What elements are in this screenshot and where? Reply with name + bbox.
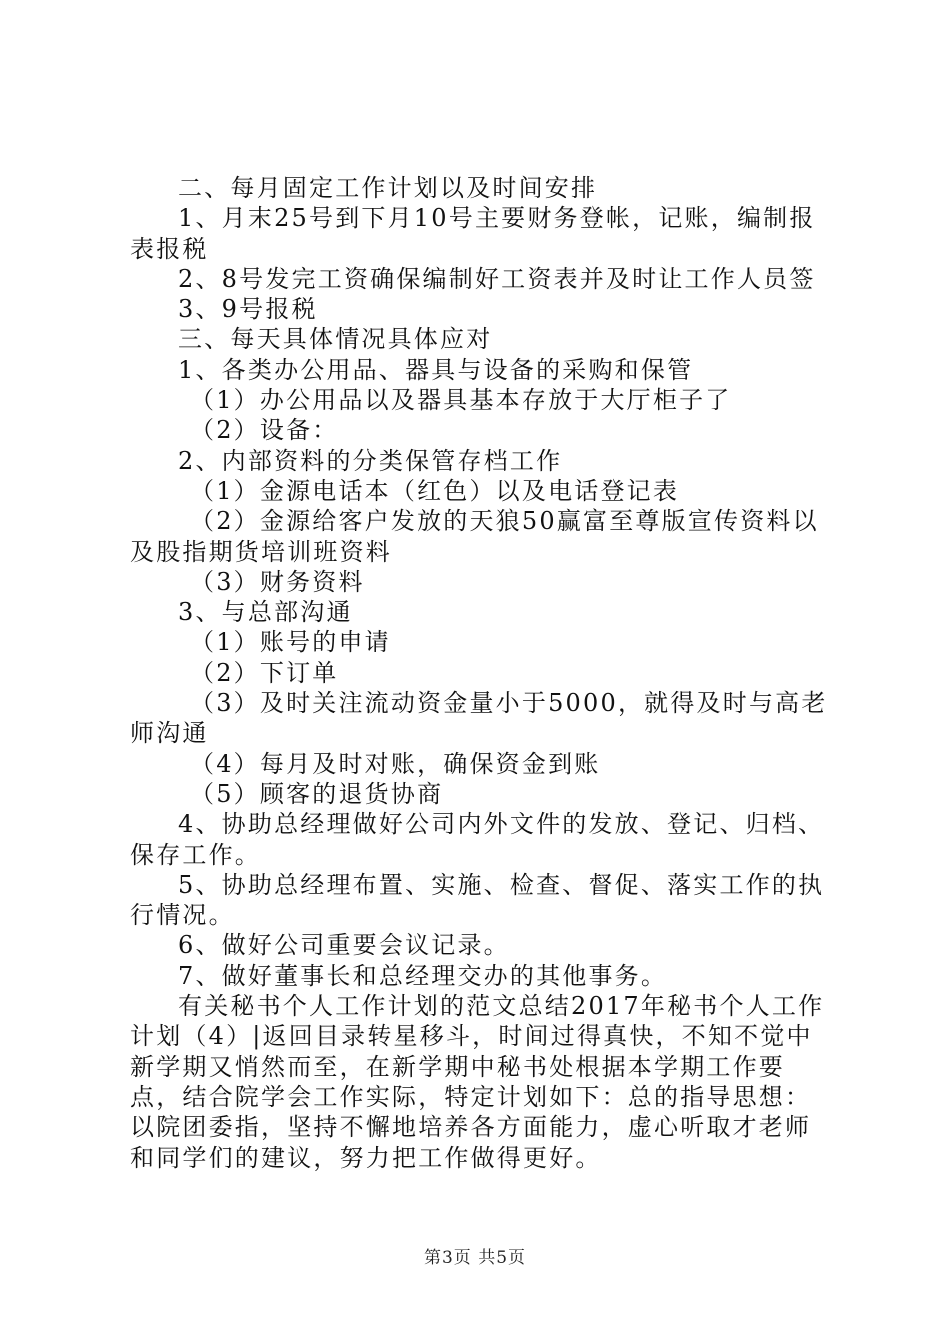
- list-item: 6、做好公司重要会议记录。: [178, 931, 510, 960]
- list-item: 2、8号发完工资确保编制好工资表并及时让工作人员签: [178, 264, 816, 293]
- section-heading-monthly-plan: 二、每月固定工作计划以及时间安排: [178, 174, 598, 202]
- list-item: 4、协助总经理做好公司内外文件的发放、登记、归档、保存工作。: [130, 810, 825, 869]
- sub-list-item: （4）每月及时对账，确保资金到账: [190, 749, 601, 778]
- sub-list-item: （3）财务资料: [190, 567, 365, 596]
- list-item: 7、做好董事长和总经理交办的其他事务。: [178, 961, 668, 990]
- list-item: 5、协助总经理布置、实施、检查、督促、落实工作的执行情况。: [130, 870, 825, 930]
- list-item: 1、月末25号到下月10号主要财务登帐，记账，编制报表报税: [130, 204, 816, 263]
- sub-list-item: （1）办公用品以及器具基本存放于大厅柜子了: [190, 386, 732, 415]
- list-item: 3、9号报税: [178, 295, 318, 324]
- sub-list-item: （1）账号的申请: [190, 628, 391, 657]
- summary-paragraph: 有关秘书个人工作计划的范文总结2017年秘书个人工作计划（4）|返回目录转星移斗，时间过得真快，不知不觉中新学期又悄然而至，在新学期中秘书处根据本学期工作要点，结合院学会工作实际，特定计划如下：总的指导思想：以院团委指，坚持不懈地培养各方面能力，虚心听取才老师和同学们的建议，努力把工作做得更好。: [130, 992, 825, 1172]
- sub-list-item: （1）金源电话本（红色）以及电话登记表: [190, 476, 680, 505]
- list-item: 2、内部资料的分类保管存档工作: [178, 446, 563, 475]
- list-item: 1、各类办公用品、器具与设备的采购和保管: [178, 355, 694, 384]
- document-body: [130, 173, 830, 1173]
- sub-list-item: （2）设备：: [190, 416, 339, 445]
- list-item: 3、与总部沟通: [178, 598, 353, 627]
- sub-list-item: （3）及时关注流动资金量小于5000，就得及时与高老师沟通: [130, 689, 828, 748]
- sub-list-item: （2）金源给客户发放的天狼50赢富至尊版宣传资料以及股指期货培训班资料: [130, 507, 819, 566]
- sub-list-item: （5）顾客的退货协商: [190, 779, 444, 808]
- sub-list-item: （2）下订单: [190, 658, 339, 687]
- page-number-footer: 第3页 共5页: [423, 1248, 527, 1268]
- section-heading-daily-response: 三、每天具体情况具体应对: [178, 325, 493, 354]
